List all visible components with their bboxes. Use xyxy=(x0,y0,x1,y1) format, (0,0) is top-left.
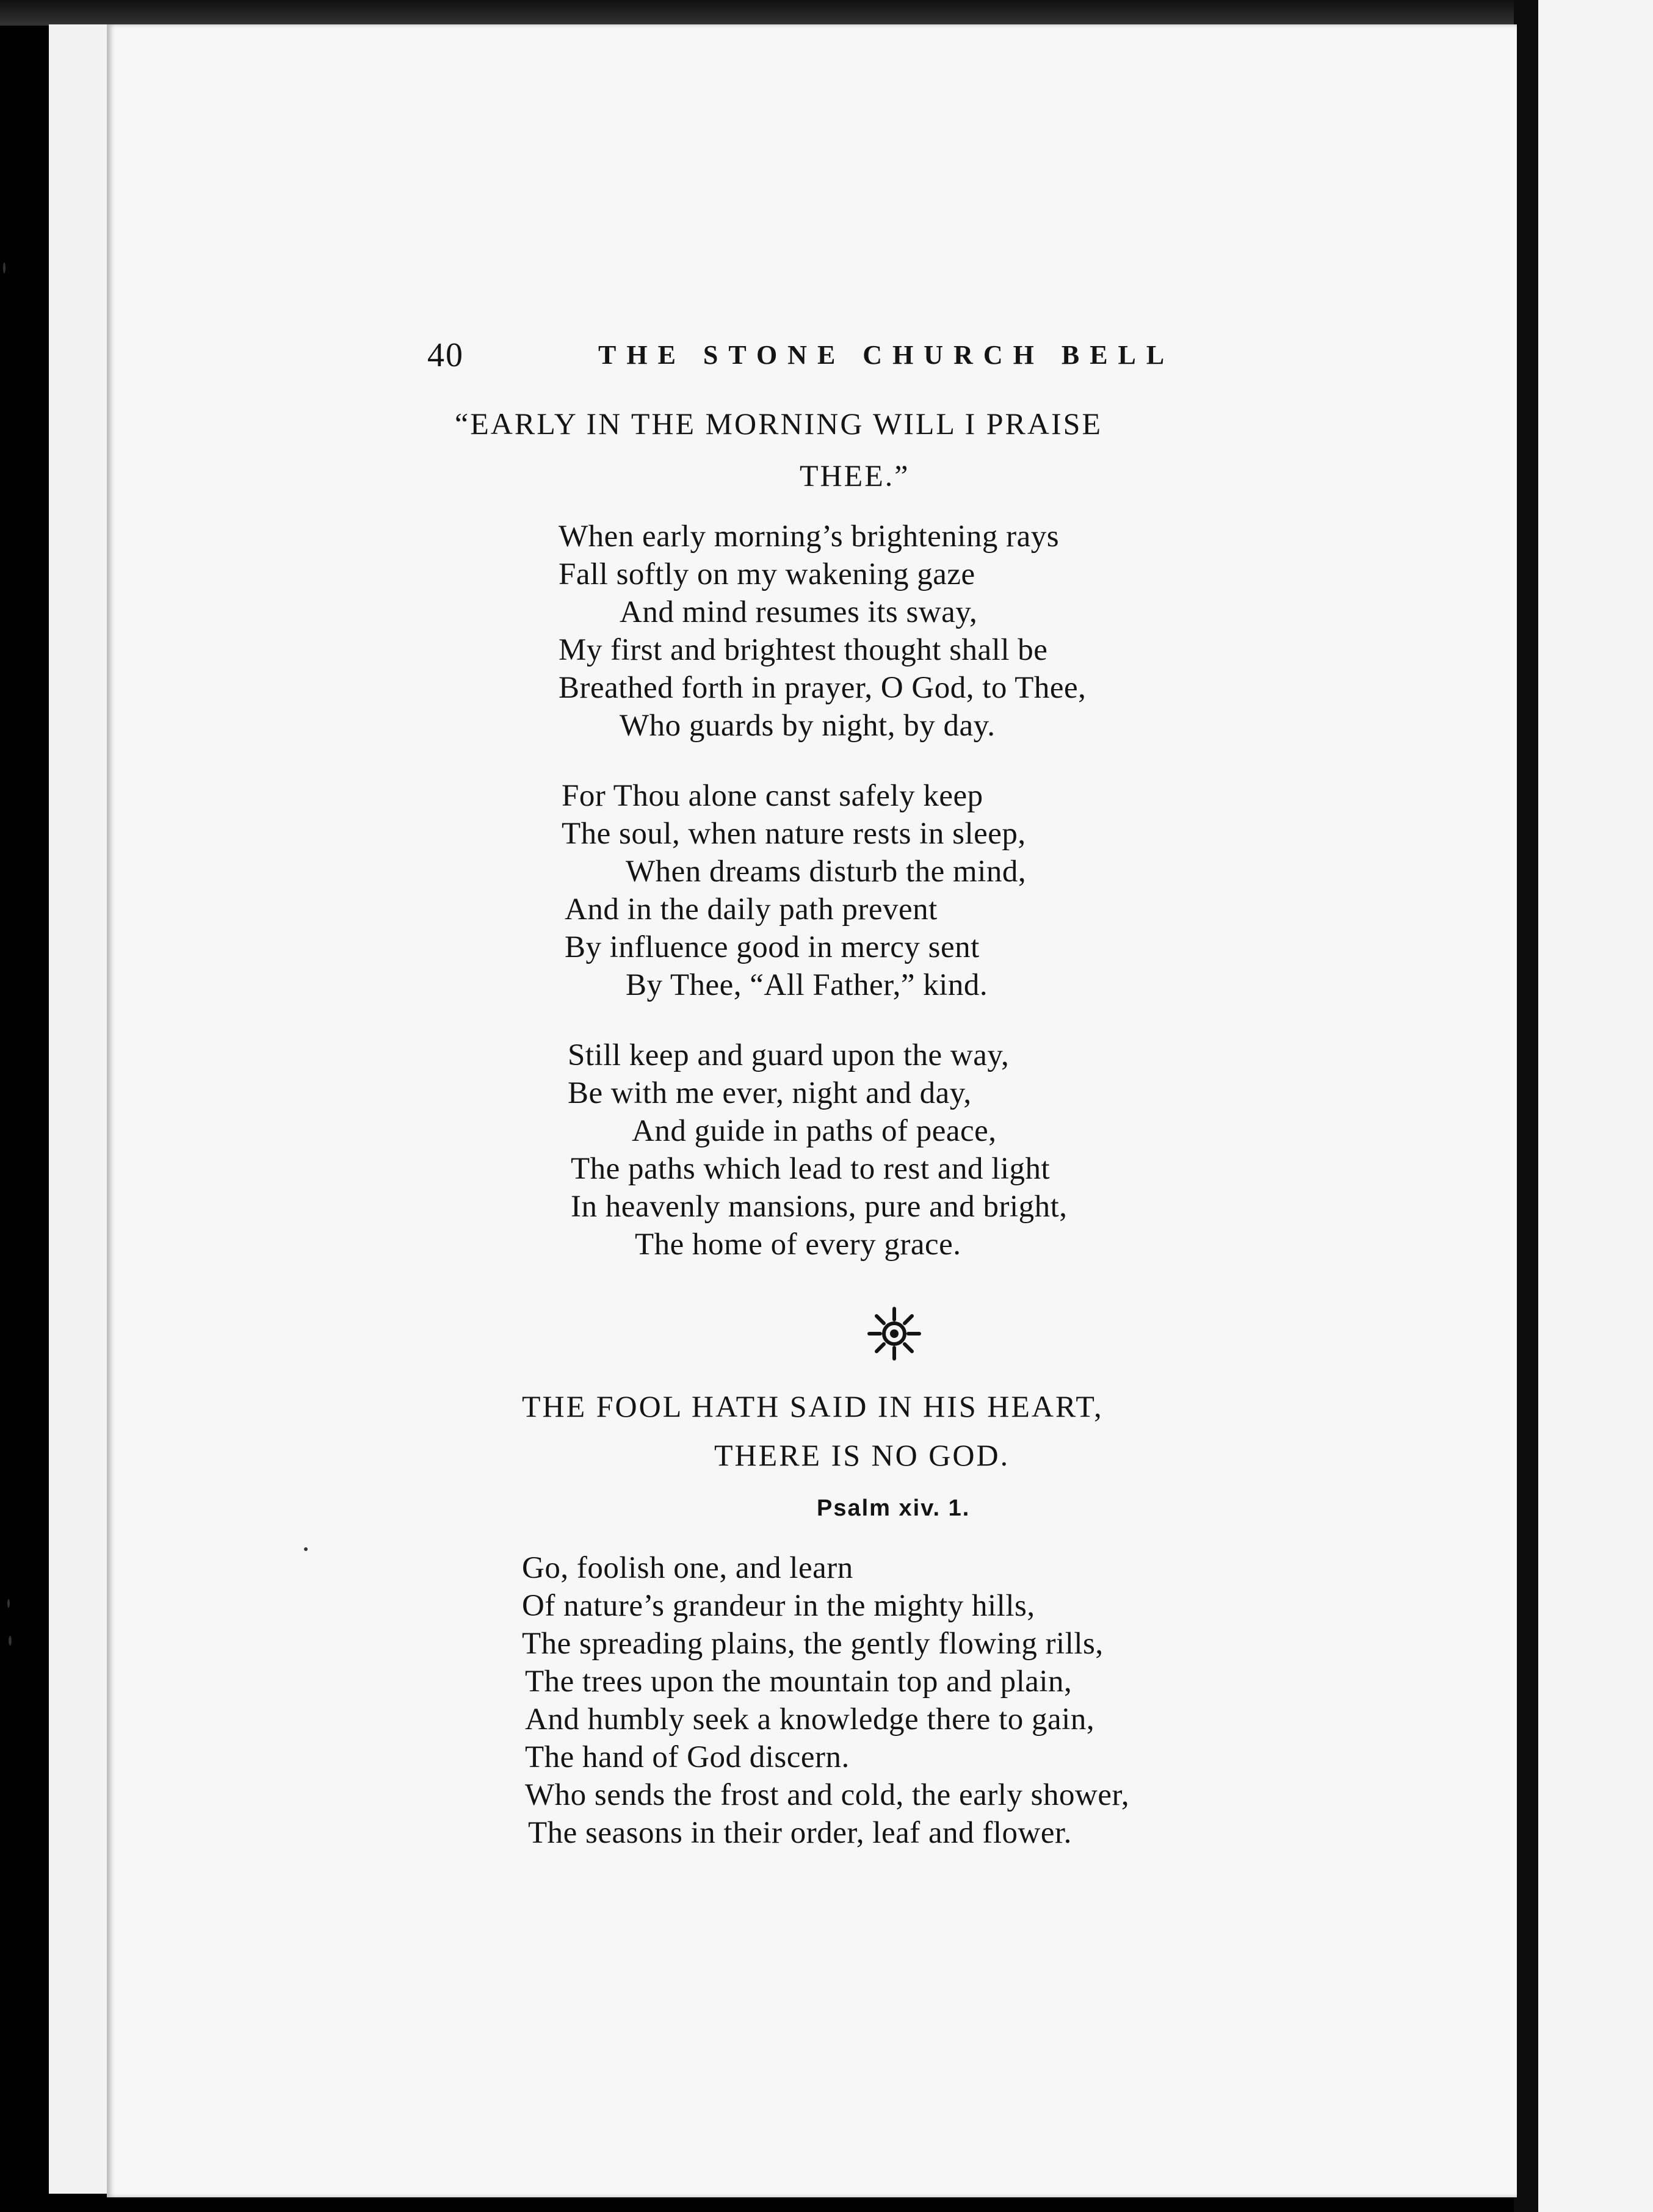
facing-page-edge xyxy=(1538,0,1653,2212)
poem2-line: Of nature’s grandeur in the mighty hills, xyxy=(522,1589,1035,1623)
poem1-line: Be with me ever, night and day, xyxy=(568,1076,972,1110)
poem1-line: My first and brightest thought shall be xyxy=(559,633,1048,667)
poem2-line: Who sends the frost and cold, the early shower, xyxy=(525,1778,1130,1812)
scan-speck xyxy=(7,1599,10,1608)
poem1-line: By Thee, “All Father,” kind. xyxy=(626,968,988,1002)
poem2-line: And humbly seek a knowledge there to gain, xyxy=(525,1702,1095,1737)
poem1-line: Who guards by night, by day. xyxy=(620,709,996,743)
poem1-line: When early morning’s brightening rays xyxy=(559,519,1060,554)
poem2-line: Go, foolish one, and learn xyxy=(522,1551,853,1585)
scan-speck xyxy=(304,1547,308,1551)
poem1-line: The soul, when nature rests in sleep, xyxy=(562,817,1026,851)
poem2-line: The hand of God discern. xyxy=(525,1740,850,1774)
poem2-title-line1: THE FOOL HATH SAID IN HIS HEART, xyxy=(522,1389,1104,1423)
poem2-subtitle: Psalm xiv. 1. xyxy=(817,1495,971,1521)
poem1-line: The home of every grace. xyxy=(635,1227,961,1262)
poem1-title-line2: THEE.” xyxy=(800,458,910,493)
top-shadow xyxy=(0,0,1653,26)
page-number: 40 xyxy=(427,336,464,374)
poem2-line: The trees upon the mountain top and plain, xyxy=(525,1664,1072,1699)
poem1-line: And guide in paths of peace, xyxy=(632,1114,997,1148)
scan-speck xyxy=(3,262,5,273)
poem1-line: For Thou alone canst safely keep xyxy=(562,779,983,813)
poem1-title-line1: “EARLY IN THE MORNING WILL I PRAISE xyxy=(455,407,1103,441)
running-title: THE STONE CHURCH BELL xyxy=(598,340,1175,370)
poem2-title-line2: THERE IS NO GOD. xyxy=(714,1438,1010,1472)
scan-speck xyxy=(9,1636,12,1646)
poem1-line: And in the daily path prevent xyxy=(565,892,938,927)
poem1-line: By influence good in mercy sent xyxy=(565,930,980,964)
poem1-line: In heavenly mansions, pure and bright, xyxy=(571,1190,1068,1224)
poem1-line: The paths which lead to rest and light xyxy=(571,1152,1051,1186)
poem1-line: When dreams disturb the mind, xyxy=(626,855,1027,889)
poem1-line: And mind resumes its sway, xyxy=(620,595,978,629)
poem1-line: Breathed forth in prayer, O God, to Thee, xyxy=(559,671,1087,705)
sun-ornament-icon xyxy=(867,1306,922,1361)
poem1-line: Still keep and guard upon the way, xyxy=(568,1038,1010,1072)
poem2-line: The spreading plains, the gently flowing rills, xyxy=(522,1627,1104,1661)
poem2-line: The seasons in their order, leaf and flower. xyxy=(528,1816,1072,1850)
poem1-line: Fall softly on my wakening gaze xyxy=(559,557,975,591)
